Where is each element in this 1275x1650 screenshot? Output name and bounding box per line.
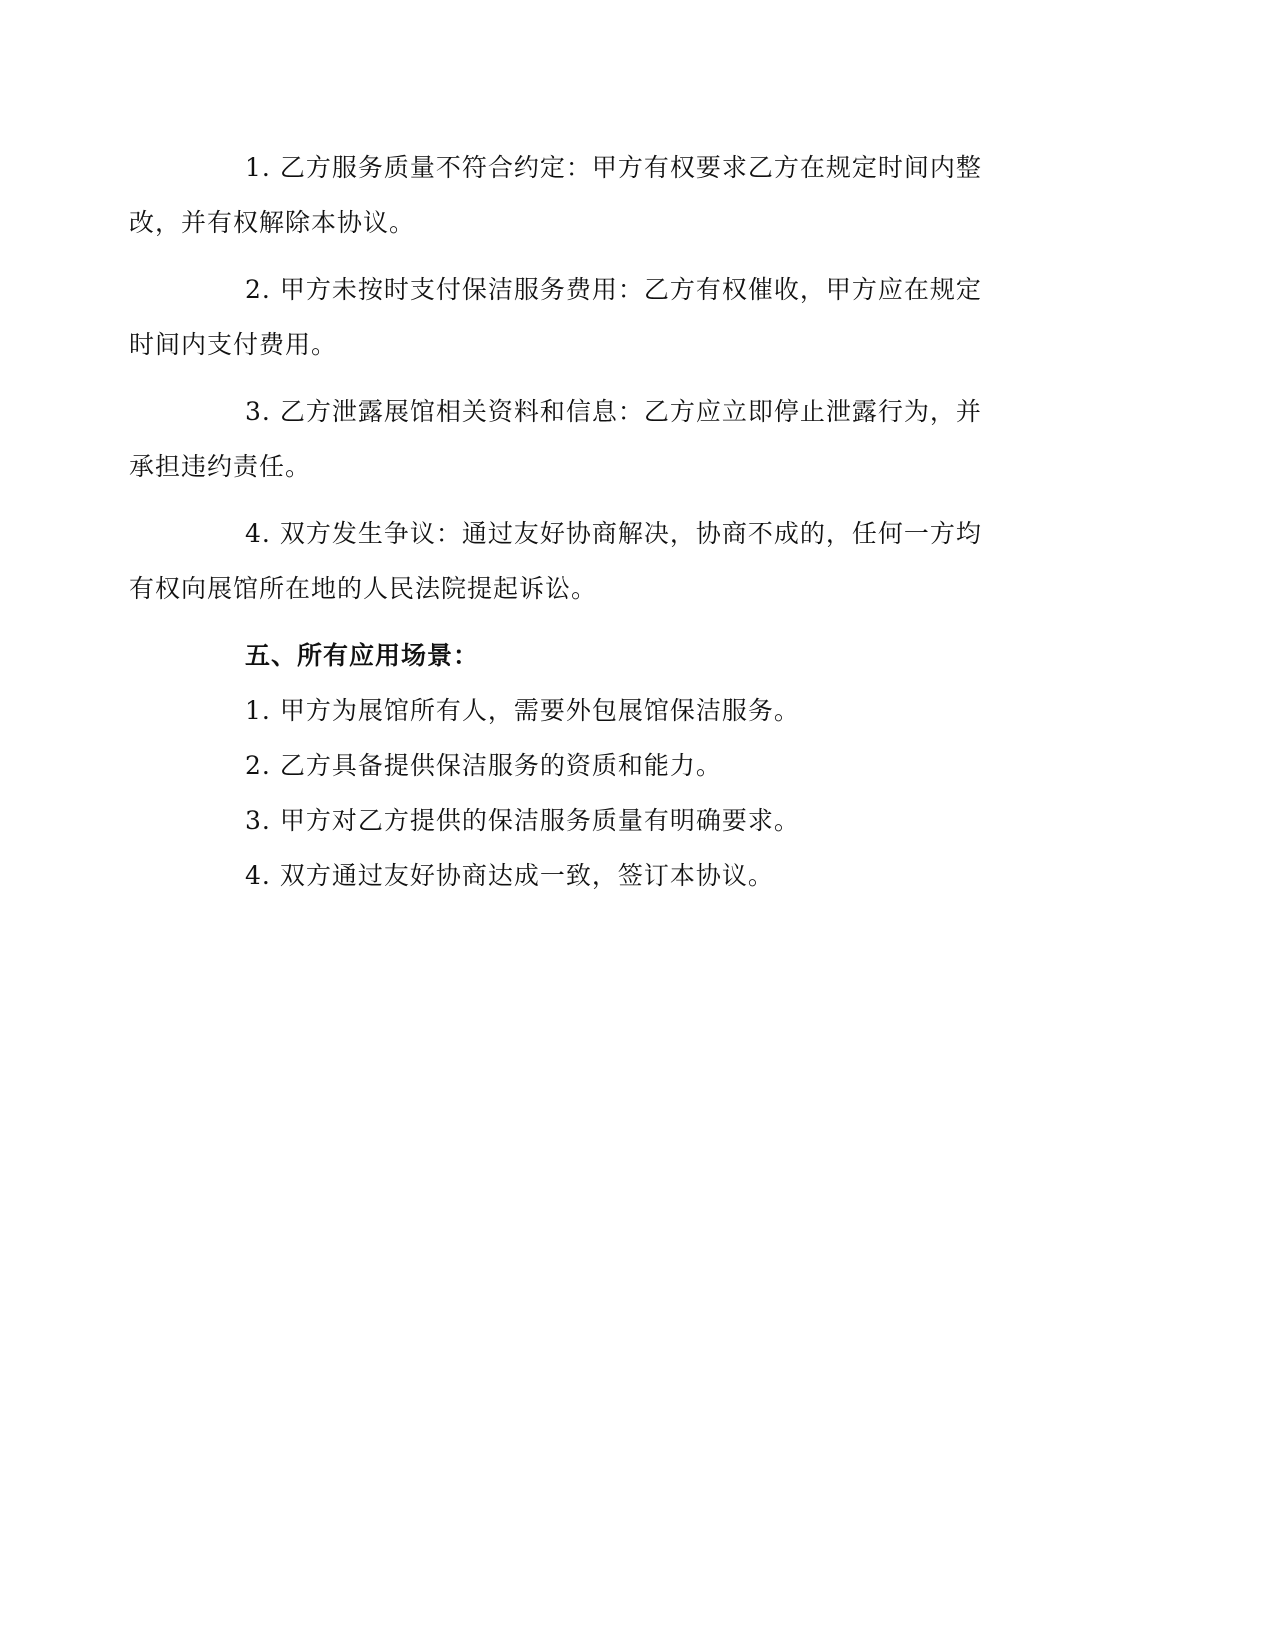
clause-2-text-line1: 甲方未按时支付保洁服务费用：乙方有权催收，甲方应在规定: [279, 275, 982, 304]
scenario-3-text: 甲方对乙方提供的保洁服务质量有明确要求。: [279, 806, 800, 835]
clause-4-text-line1: 双方发生争议：通过友好协商解决，协商不成的，任何一方均: [279, 519, 982, 548]
scenario-1-number: 1.: [245, 696, 271, 725]
clause-4: [129, 506, 1077, 616]
scenario-item-3: [187, 793, 1077, 848]
scenario-item-4: [187, 848, 1077, 903]
document-body: [129, 140, 1077, 903]
clause-1-text-line2: 改，并有权解除本协议。: [129, 208, 416, 237]
clause-4-number: 4.: [245, 519, 271, 548]
clause-2-number: 2.: [245, 275, 271, 304]
scenario-item-2: [187, 738, 1077, 793]
clause-1-text-line1: 乙方服务质量不符合约定：甲方有权要求乙方在规定时间内整: [279, 153, 982, 182]
clause-3-number: 3.: [245, 397, 271, 426]
clause-2-text-line2: 时间内支付费用。: [129, 330, 338, 359]
scenario-item-1: [187, 683, 1077, 738]
section-heading: 五、所有应用场景：: [245, 641, 480, 670]
clause-1: [129, 140, 1077, 250]
scenario-1-text: 甲方为展馆所有人，需要外包展馆保洁服务。: [279, 696, 800, 725]
scenario-3-number: 3.: [245, 806, 271, 835]
clause-3-text-line1: 乙方泄露展馆相关资料和信息：乙方应立即停止泄露行为，并: [279, 397, 982, 426]
scenario-2-text: 乙方具备提供保洁服务的资质和能力。: [279, 751, 722, 780]
clause-3: [129, 384, 1077, 494]
scenario-2-number: 2.: [245, 751, 271, 780]
clause-2: [129, 262, 1077, 372]
scenario-4-text: 双方通过友好协商达成一致，签订本协议。: [279, 861, 774, 890]
scenario-list: [187, 683, 1077, 903]
clause-4-text-line2: 有权向展馆所在地的人民法院提起诉讼。: [129, 574, 598, 603]
scenario-4-number: 4.: [245, 861, 271, 890]
clause-1-number: 1.: [245, 153, 271, 182]
clause-3-text-line2: 承担违约责任。: [129, 452, 312, 481]
